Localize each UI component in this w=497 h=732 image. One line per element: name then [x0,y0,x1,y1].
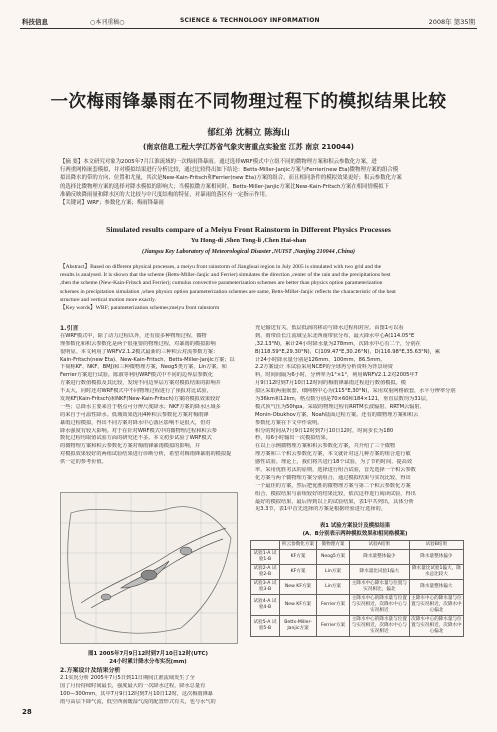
rainfall-map-graphic [61,493,237,643]
abstract-en [60,263,448,312]
table-cell: New KF方案 [280,580,317,595]
table-header-row [251,541,464,550]
table-cell: 试验1-A 试验1-B [251,550,280,565]
table-cell: Lin方案 [317,580,350,595]
text-line: 理方案和三个积云参数化方案，本文就针对这几种方案的组合进行敏 [255,451,411,458]
left-column [60,325,240,467]
text-line: 积分的时间从7月9日12时到7月10日12时，时间步长为180 [255,427,394,434]
text-line: 拟区采取两重嵌套，细网格中心为(115°E,30°N)，采用双重网格嵌套，水平分辨率分别 [255,388,456,395]
section-heading: 1.引言 [60,325,79,332]
text-line: 料，时间间隔为6小时，分辨率为1°×1°，利用WRFV2.1.2对2005年7 [255,372,418,379]
table-caption-line: 表1 试验方案设计及模拟结果 [319,523,391,529]
text-line: 2.1实况分析 2005年7月5日到11日期间江淮流域发生了全 [60,674,195,681]
table-row [251,616,464,637]
table-caption-line: (A、B分别表示两种模拟效果和相同格模案) [302,531,408,537]
keywords-en: 【Key words】WRF; parameterization schemes;meiyu front rainstorm [60,304,220,311]
header-rule [20,28,477,29]
text-line: Kain-Fritsch(new Eta)、New-Kain-Fritsch、Betts-Miller-Janjic方案；以 [60,356,235,363]
text-line: 最好的模拟结果，最后得到以上的试验结果，表1中共列出，具体分析 [255,498,414,505]
table-header-cell [251,541,280,550]
text-line: 降水强度有较大影响。对于在针对WRF模式中的微物理过程和积云参 [60,427,217,434]
header-issue: 2008年 第35期 [428,18,475,26]
text-line: 感性试验。理论上，我们将共进行18个试验，为了节约时间、提高效 [255,459,413,466]
text-line: 计24小时降水量分别是126mm、100mm、86.5mm。 [255,356,386,363]
text-line: 的微物理方案和积云参数化方案对梅雨锋暴雨模拟的影响，并 [60,443,201,450]
abstract-en-line: structure and vertical motion more exactly. [60,296,156,303]
keywords-cn: 【关键词】WRF；参数化方案；梅雨锋暴雨 [60,199,164,206]
page-number: 28 [22,708,32,716]
abstract-en-line: 【Abstract】Based on different physical processes, a meiyu front rainstorm of Jianghuai region in July 2005 is simulated with two grid and the [60,264,382,270]
figure-caption-line: 图1 2005年7月9日12时到7月10日12时(UTC) [88,651,208,657]
table-header-cell: 微物理方案 [317,541,350,550]
table-row [251,580,464,595]
text-line: 参数化方案在下文中作说明。 [255,419,323,426]
table-1 [250,540,464,637]
figure-1-map [60,492,238,644]
text-line: 2.2方案设计 本试验采用NCEP的全球再分析资料为背景场资 [255,364,393,371]
affiliation-en: (Jiangsu Key Laboratory of Meteorological Disaster ,NUIST ,Nanjing 210044 ,China) [141,249,355,255]
text-line: Monin-Obukhov方案、Noah陆面过程方案。还有的微物理方案和积云 [255,411,419,418]
text-line: 充足输送有关，低层低涡的移动与降水过程相对应。由图1可以看 [255,325,404,331]
table-cell: 试验5-A 试验5-B [251,616,280,637]
text-line: 的来自于可温性降水。低城效果选用4种积云参数化方案对梅雨锋 [60,411,209,418]
text-line: 率，采用优胜劣汰的原则，选择进行组合试验，首先选择一个积云参数 [255,467,416,474]
table-cell: Neog5方案 [317,550,350,565]
text-line: 一些；总降水主要来自于格点可分辨尺度降水；NKF方案的降水区域多 [60,403,221,410]
table-row [251,550,464,565]
header-section-icons: ○本刊重稿○ [90,19,125,26]
table-cell: 主降水中心降水量与位置与实况相比，偏北 [350,580,410,595]
table-cell: 次降水中心的降水量与位置与实况相近，次降水中心偏北 [409,616,463,637]
text-line: 在WRF模式中，除了动力过程以外，还有很多种物理过程，微物 [60,332,207,339]
paper-affiliation: (南京信息工程大学江苏省气象灾害重点实验室 江苏 南京 210044) [143,143,354,151]
table-row [251,565,464,580]
text-line: 月9日12时到7月10日12时间的梅雨锋暴雨过程进行数值模拟。模 [255,380,406,387]
authors-en: Yu Hong-di ,Shen Tong-li ,Chen Hai-shan [190,237,307,244]
text-line: 发现KF(Kain-Fritsch)和NKF(New-Kain-Fritsch)方案的模拟效果较好 [60,396,221,403]
text-line: 一个最佳的方案，然后把优胜的微物理方案与第二个积云参数化方案 [255,482,411,489]
table-cell: 降水量整体偏少 [409,550,463,565]
text-line: B(118.59°E,29.30°N)、C(109.47°E,30.26°N)、D(116.98°E,35.63°N)，累 [255,348,441,355]
abstract-cn-line: 拟出降水的带的方向、位置和尤量，其次是New-Kain-Fritsch和Ferrier(new Eta)方案的组合，而且相同条件的模拟效果更好；积云参数化方案 [60,175,402,182]
text-line: 到，雨带沿长江流域呈东北西南带状分布，最大降水中心A(114.05°E [255,332,415,339]
text-line: 组合，模拟结果与前组较好的结果比较，依次这样进行阅读试验，得出 [255,490,416,497]
text-line: 供一定的参考价值。 [60,459,107,466]
abstract-cn-line: 准确反映降雨量和降水区的大比较与中尺度结构的特征，对暴雨的落区有一定指示作用。 [60,191,271,198]
text-line: 见3.3节，表1中首先选择的方案是根据经验进行选择的。 [255,506,386,513]
paper-authors: 郁红弟 沈桐立 陈海山 [207,128,290,138]
header-journal-en: SCIENCE & TECHNOLOGY INFORMATION [180,17,320,24]
table-cell: 降水量比试验1偏大，降水总比较大 [409,565,463,580]
text-line: 不太大，同时还对WRF模式中不同物理过程进行了预报对比试验， [60,388,212,395]
table-1-caption [250,522,460,538]
header-journal: 科技信息 [22,18,48,26]
text-line: 在以上示例微物理方案和积云参数化方案，共介绍了三个微物 [255,443,396,450]
right-column [255,325,460,514]
text-line: 100—300mm，其中7月9日12时到7月10日12时，这次梅雨锋暴 [60,690,213,697]
text-line: 对模拟效果较好的两组试验结果进行诊断分析，希望对梅雨锋暴雨的模拟提 [60,451,232,458]
table-header-cell: 试验B结果 [409,541,463,550]
table-header-cell: 积云参数化方案 [280,541,317,550]
table-cell: KF方案 [280,565,317,580]
table-cell: 主降水中心的降水量与位置与实况相近，次降水中心与实况相近 [350,616,410,637]
table-cell: 主降水中心的降水量与位置与实况相近，次降水中心与实况相近 [350,595,410,616]
table-cell: 试验3-A 试验3-B [251,580,280,595]
table-cell: KF方案 [280,550,317,565]
table-cell: Betts-Miller-Janjic方案 [280,616,317,637]
table-cell: New KF方案 [280,595,317,616]
table-cell: 试验2-A 试验2-B [251,565,280,580]
text-line: 下简称KF、NKF、BMJ)和三种微物理方案，Neog5类方案、Lin方案、和 [60,364,227,371]
figure-1-caption [60,650,236,666]
table-cell: 主降水中心的降水量与位置与实况相近，次降水中心偏北 [409,595,463,616]
table-cell: Lin方案 [317,565,350,580]
text-line: 数化过程均取值试验方面的研究还不多。本文初步试验了WRF模式 [60,435,212,442]
text-line: ,32.13°N)，累计24小时降水量为278mm，次降水中心有二个，分别在 [255,340,421,347]
abstract-cn-line: 【摘 要】本文研究对象为2005年7月江淮流域的一次梅雨锋暴雨。通过选择WRF模式中立组不同的微物理方案和积云参数化方案，进 [60,159,377,165]
table-cell: 降水量整体偏少 [350,550,410,565]
text-line: Ferrier方案进行试验。陈淑等利用WRF模式中不同的边界层参数化 [60,372,214,379]
text-line: 很明显。本文利用了WRFV2.1.2模式最新的三种积云对流参数方案： [60,348,219,355]
table-cell: 试验4-A 试验4-B [251,595,280,616]
figure-caption-line: 24小时累计降水分布实况(mm) [109,659,187,665]
title-en: Simulated results compare of a Meiyu Front Rainstorm in Different Physics Processes [106,225,391,234]
text-line: 化方案与两个微物理方案分别组合，通过模拟结果与实况比较，得出 [255,474,411,481]
table-cell: Ferrier方案 [317,616,350,637]
abstract-en-line: schemes in precipitation simulation ,when physics option parameterization schemes are same, Betts-Miller-Janjic reflects the characteristic of the heat [60,288,396,295]
abstract-cn-line: 的选择比微物理方案的选择对降水模拟的影响大；当模拟微方案相同时，Betts-Miller-Janjic方案比New-Kain-Fritsch方案在相同情模拟下 [60,183,390,190]
table-header-cell: 试验A结果 [350,541,410,550]
abstract-cn-line: 行两重网格嵌套模拟，并对模拟结果进行分析比较，通过比较得出如下结论：Betts-Miller-Janjic方案与Ferrier(new Eta)微物理方案的组合模 [60,167,399,174]
text-line: 雨与高层下降气流，低空西南暖湿气流的配置形式有关，也与水气的 [60,698,216,705]
table-cell: 降水量整体偏大 [409,580,463,595]
section-heading: 2.方案设计及结果分析 [60,667,121,674]
text-line: 暴雨过程模拟，得出不同方案对降水中心落区影响不是很大，但对 [60,419,211,426]
abstract-cn [60,158,448,207]
left-column-2 [60,667,240,706]
text-line: 为36km和12km，格点数分别是70×60和184×121，垂直层数均为31层， [255,396,432,403]
text-line: 理参数化和积云参数化是两个很重要的物理过程，对暴雨的模拟影响 [60,340,216,347]
paper-title: 一次梅雨锋暴雨在不同物理过程下的模拟结果比较 [50,92,447,112]
text-line: 国了月份持续时间最长，强度最大的一次降水过程，降水总量有 [60,682,206,689]
text-line: 模式顶气压为50hpa。采取的物理过程有RRTM长波辐射、RRTM云辐射、 [255,403,425,410]
abstract-en-line: results is analysed. It is shown that the scheme (Betts-Miller-Janjic and Ferrier) simulates the direction ,center of the rain and the precipitations best [60,272,391,279]
abstract-en-line: ,then the scheme (New-Kain-Fritsch and Ferrier); cumulus convective parameterization schemes are better than physics option parameterization [60,280,383,287]
text-line: 方案进行数值模拟及其比较，发现不同边界层方案对模拟结果的影响并 [60,380,221,387]
table-row [251,595,464,616]
text-line: 秒，每6小时输出一次模拟结果。 [255,435,331,442]
table-cell: Ferrier方案 [317,595,350,616]
table-cell: 降水量比试验1偏大 [350,565,410,580]
